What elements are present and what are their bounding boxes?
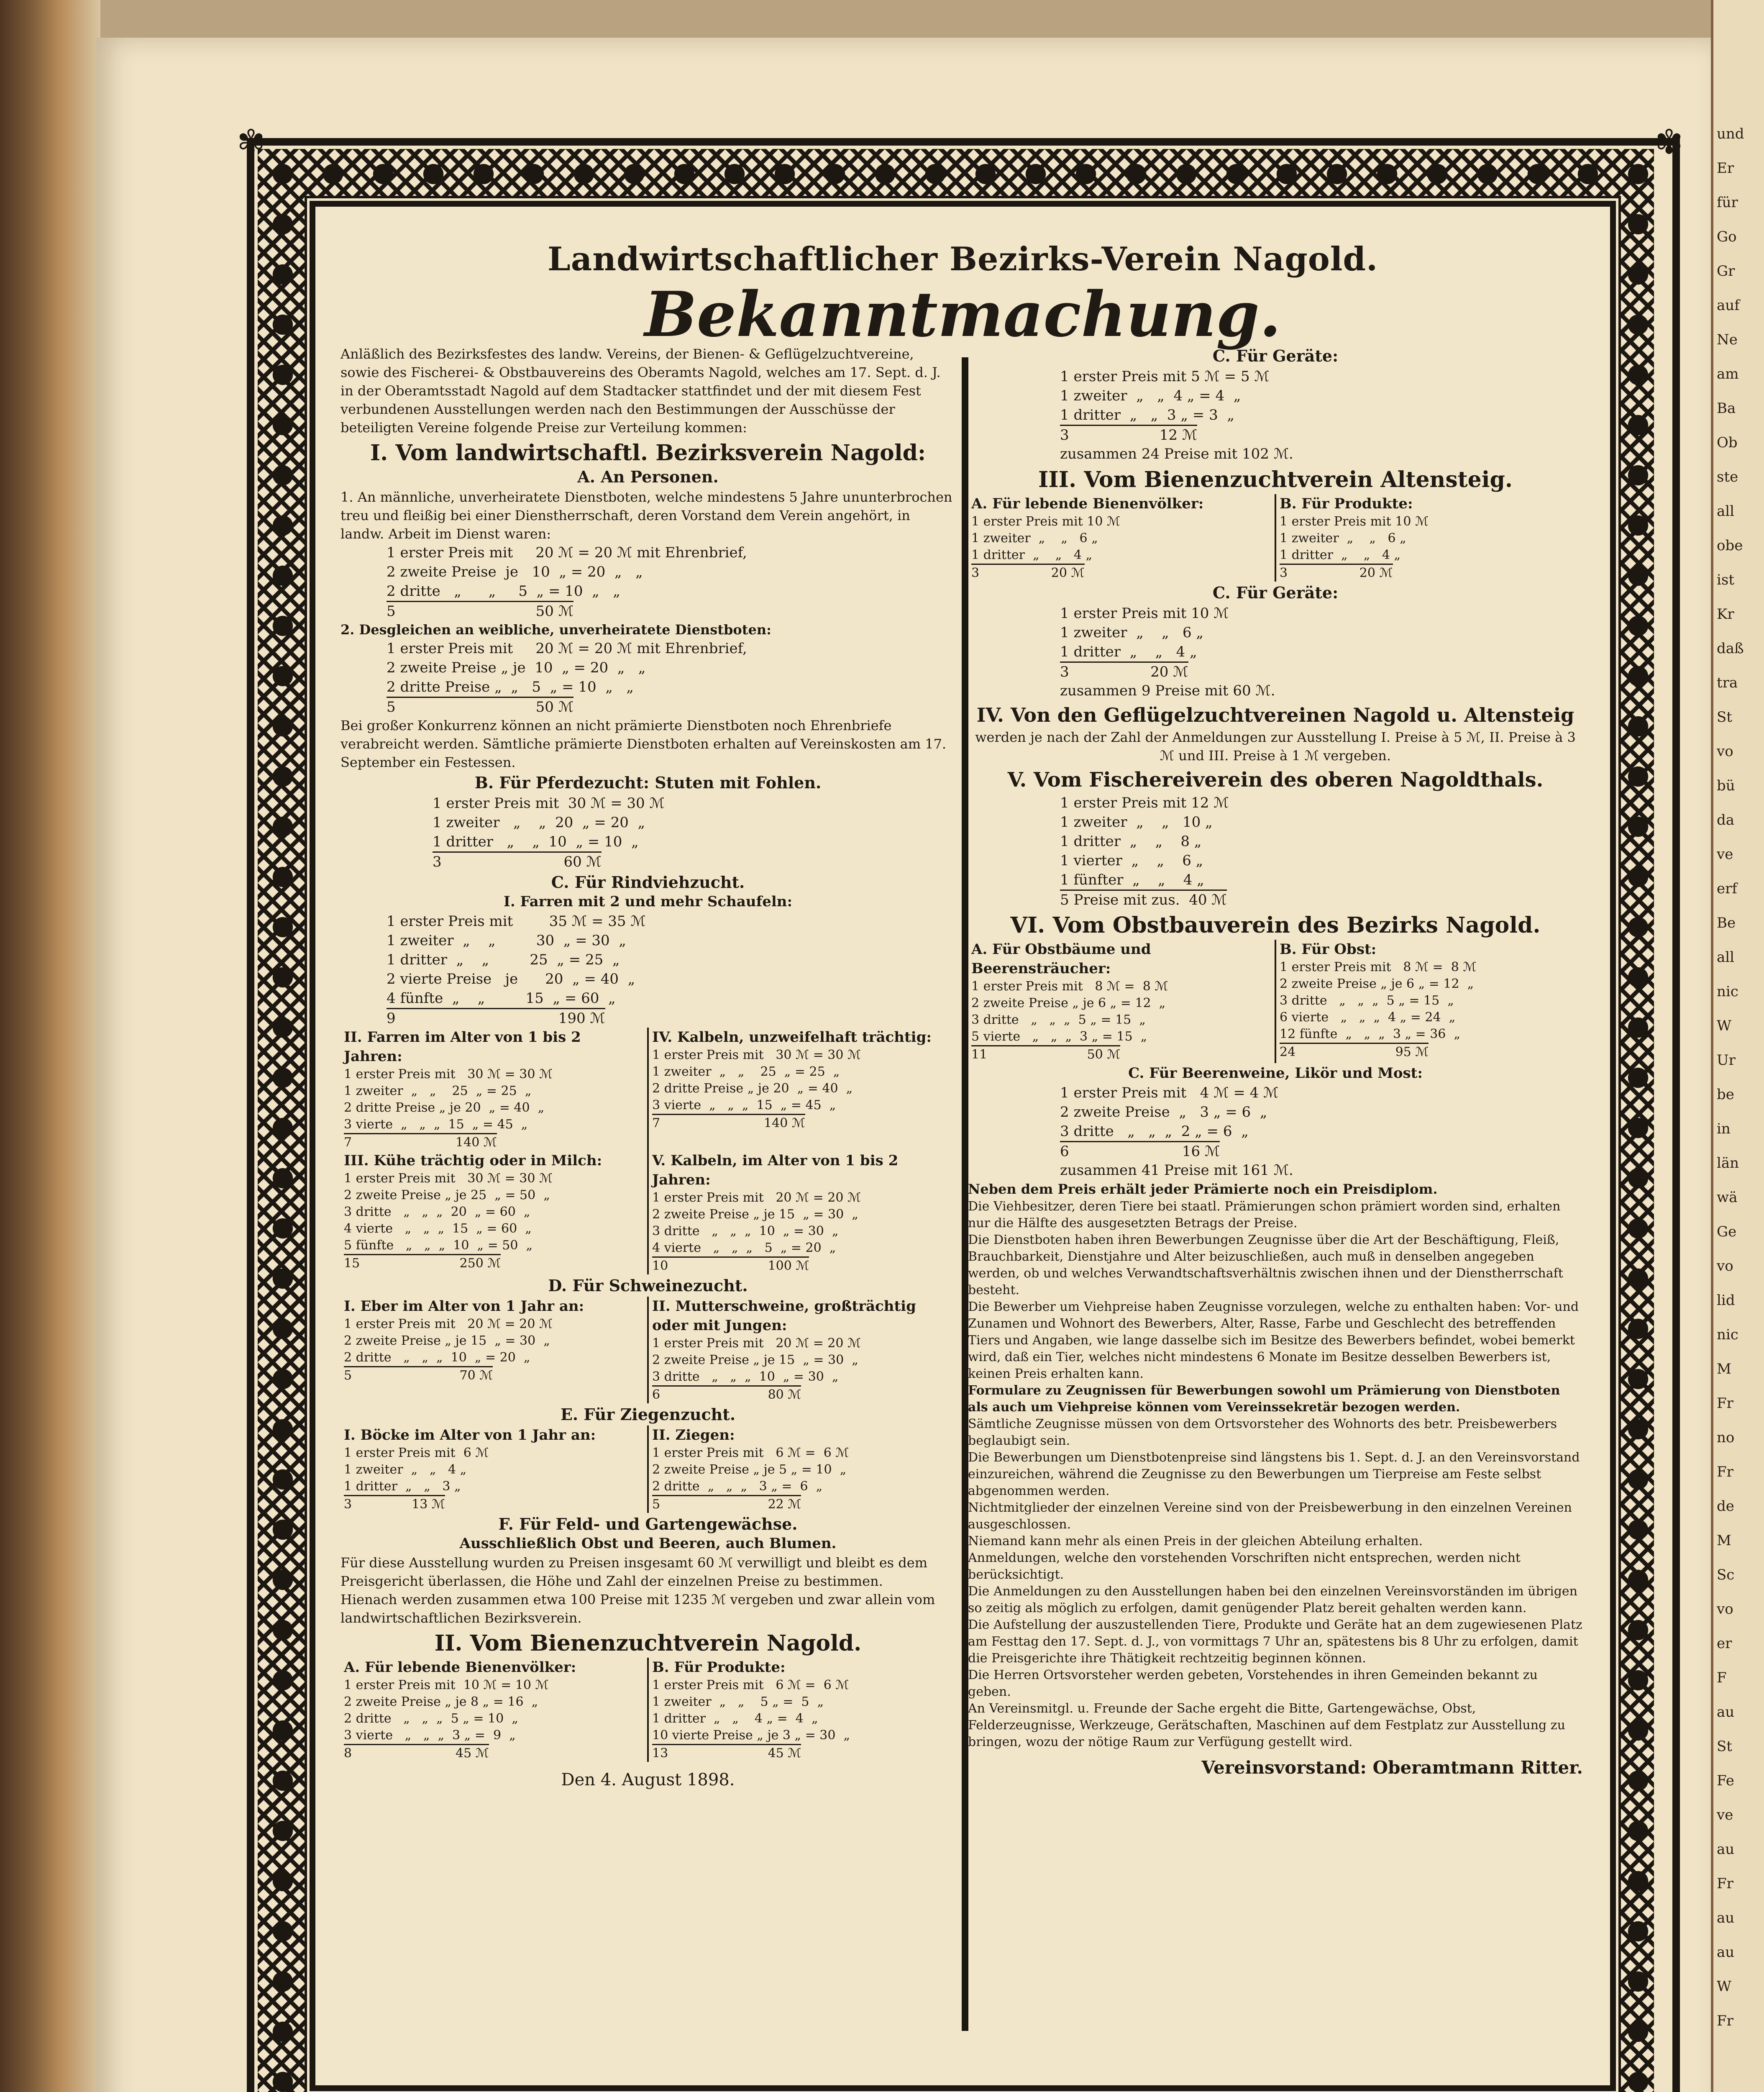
price-row: 1 dritter „ „ 8 „ — [1060, 833, 1202, 850]
subsection-title: V. Kalbeln, im Alter von 1 bis 2 Jahren: — [652, 1152, 899, 1188]
adjacent-page-fragment: F — [1717, 1669, 1727, 1686]
price-sum: 24 95 ℳ — [1280, 1043, 1429, 1061]
price-row: 2 dritte Preise „ je 20 „ = 40 „ — [652, 1081, 853, 1096]
price-row: 1 zweiter „ „ 6 „ — [971, 531, 1098, 546]
price-row: 1 zweiter „ „ 6 „ — [1280, 531, 1406, 546]
price-table — [341, 912, 955, 1028]
subcolumn — [647, 1297, 955, 1403]
section-1c1-title: I. Farren mit 2 und mehr Schaufeln: — [503, 893, 793, 910]
price-row: 1 vierter „ „ 6 „ — [1060, 852, 1203, 869]
two-column-table — [341, 1425, 955, 1513]
section-1c-title: C. Für Rindviehzucht. — [551, 873, 745, 892]
price-sum: 13 45 ℳ — [652, 1744, 801, 1762]
note-paragraph: Die Dienstboten haben ihren Bewerbungen Zeugnisse über die Art der Beschäftigung, Fleiß, Brauchbarkeit, Dienstjahre und Alter beizuschließen, auch muß in denselben angegeben werden, ob und welches Verwandtschaftsverhältnis zwischen ihnen und der Dienstherrschaft besteht. — [968, 1233, 1563, 1297]
adjacent-page-fragment: be — [1717, 1086, 1734, 1103]
price-row: 3 dritte „ „ „ 5 „ = 15 „ — [1280, 993, 1454, 1008]
adjacent-page-fragment: vo — [1717, 743, 1733, 760]
adjacent-page-fragment: ste — [1717, 469, 1738, 485]
announcement-frame — [310, 201, 1616, 2091]
note-paragraph: Nichtmitglieder der einzelnen Vereine sind von der Preisbewerbung in den einzelnen Vereinen ausgeschlossen. — [968, 1500, 1572, 1532]
subcolumn — [341, 1151, 647, 1274]
section-total: zusammen 41 Preise mit 161 ℳ. — [1060, 1162, 1293, 1179]
price-row: 1 erster Preis mit 6 ℳ = 6 ℳ — [652, 1446, 849, 1460]
subcolumn — [341, 1297, 647, 1403]
price-row: 1 erster Preis mit 20 ℳ = 20 ℳ mit Ehrenbrief, — [387, 544, 747, 561]
adjacent-page-fragment: für — [1717, 194, 1738, 211]
section-4-title: IV. Von den Geflügelzuchtvereinen Nagold u. Altensteig — [976, 704, 1575, 726]
price-row: 1 erster Preis mit 8 ℳ = 8 ℳ — [971, 979, 1168, 994]
adjacent-page-fragment: St — [1717, 709, 1732, 726]
price-row: 1 zweiter „ „ 4 „ — [344, 1462, 467, 1477]
section-1-total: Hienach werden zusammen etwa 100 Preise mit 1235 ℳ vergeben und zwar allein vom landwirtschaftlichen Bezirksverein. — [341, 1592, 935, 1626]
left-column — [341, 345, 955, 1789]
signature: Vereinsvorstand: Oberamtmann Ritter. — [1201, 1757, 1583, 1778]
adjacent-page-fragment: de — [1717, 1498, 1734, 1515]
section-6-title: VI. Vom Obstbauverein des Bezirks Nagold. — [1010, 913, 1541, 938]
price-row: 2 zweite Preise „ je 10 „ = 20 „ „ — [387, 659, 646, 676]
right-column — [968, 345, 1583, 1778]
adjacent-page-edge — [1711, 0, 1764, 2092]
price-row: 4 vierte „ „ „ 5 „ = 20 „ — [652, 1241, 836, 1255]
price-row: 1 zweiter „ „ 4 „ = 4 „ — [1060, 387, 1241, 404]
note-paragraph: Die Anmeldungen zu den Ausstellungen haben bei den einzelnen Vereinsvorständen im übrigen so zeitig als möglich zu erfolgen, damit genügender Platz bereit gehalten werden kann. — [968, 1584, 1577, 1615]
subcolumn — [968, 940, 1275, 1063]
section-1d-title: D. Für Schweinezucht. — [548, 1276, 748, 1295]
subsection-title: A. Für Obstbäume und Beerensträucher: — [971, 941, 1151, 977]
price-sum: 5 22 ℳ — [652, 1495, 801, 1513]
subcolumn — [647, 1658, 955, 1762]
adjacent-page-fragment: daß — [1717, 640, 1744, 657]
price-row: 1 fünfter „ „ 4 „ — [1060, 872, 1204, 888]
subsection-title: B. Für Produkte: — [652, 1659, 786, 1676]
adjacent-page-fragment: vo — [1717, 1601, 1733, 1618]
section-5-title: V. Vom Fischereiverein des oberen Nagoldthals. — [1007, 768, 1544, 792]
announcement-heading: Bekanntmachung. — [644, 278, 1281, 351]
corner-ornament-icon: ✾ — [237, 123, 265, 162]
adjacent-page-fragment: Ba — [1717, 400, 1736, 417]
adjacent-page-fragment: au — [1717, 1841, 1735, 1858]
price-table — [968, 1083, 1583, 1180]
adjacent-page-fragment: nic — [1717, 983, 1738, 1000]
price-sum: 6 80 ℳ — [652, 1385, 801, 1403]
price-row: 1 erster Preis mit 12 ℳ — [1060, 795, 1229, 811]
price-sum: 3 20 ℳ — [1060, 661, 1188, 681]
price-sum: 5 50 ℳ — [387, 697, 573, 716]
adjacent-page-fragment: Be — [1717, 915, 1736, 931]
subcolumn — [341, 1658, 647, 1762]
price-row: 1 dritter „ „ 3 „ — [344, 1479, 461, 1494]
price-sum: 6 16 ℳ — [1060, 1141, 1220, 1161]
price-table — [968, 367, 1583, 464]
announcement-date: Den 4. August 1898. — [561, 1770, 735, 1789]
subsection-title: IV. Kalbeln, unzweifelhaft trächtig: — [652, 1029, 932, 1046]
subcolumn — [647, 1425, 955, 1513]
column-divider — [962, 357, 968, 2031]
price-row: 2 zweite Preise „ je 15 „ = 30 „ — [344, 1333, 550, 1348]
price-row: 1 erster Preis mit 20 ℳ = 20 ℳ — [652, 1190, 861, 1205]
adjacent-page-fragment: Er — [1717, 160, 1734, 177]
section-2-title: II. Vom Bienenzuchtverein Nagold. — [434, 1631, 862, 1656]
adjacent-page-fragment: Ob — [1717, 434, 1738, 451]
price-sum: 8 45 ℳ — [344, 1744, 489, 1762]
section-1f-subtitle: Ausschließlich Obst und Beeren, auch Blumen. — [459, 1535, 837, 1552]
price-row: 2 zweite Preise „ je 6 „ = 12 „ — [971, 996, 1166, 1010]
section-2c-title: C. Für Geräte: — [1212, 346, 1339, 365]
adjacent-page-fragment: da — [1717, 812, 1735, 828]
price-row: 1 dritter „ „ 10 „ = 10 „ — [433, 833, 639, 850]
note-paragraph: Sämtliche Zeugnisse müssen von dem Ortsvorsteher des Wohnorts des betr. Preisbewerbers beglaubigt sein. — [968, 1417, 1557, 1448]
adjacent-page-fragment: ve — [1717, 846, 1733, 863]
price-row: 6 vierte „ „ „ 4 „ = 24 „ — [1280, 1010, 1456, 1025]
note-paragraph: Formulare zu Zeugnissen für Bewerbungen sowohl um Prämierung von Dienstboten als auch um Viehpreise können vom Vereinssekretär bezogen werden. — [968, 1383, 1560, 1415]
price-row: 2 zweite Preise „ je 25 „ = 50 „ — [344, 1188, 550, 1202]
price-row: 1 erster Preis mit 10 ℳ — [1060, 605, 1229, 622]
subsection-title: II. Mutterschweine, großträchtig oder mit Jungen: — [652, 1298, 916, 1334]
price-row: 2 dritte „ „ 5 „ = 10 „ „ — [387, 583, 620, 600]
section-1f-text: Für diese Ausstellung wurden zu Preisen insgesamt 60 ℳ verwilligt und bleibt es dem Preisgericht überlassen, die Höhe und Zahl der einzelnen Preise zu bestimmen. — [341, 1555, 928, 1589]
adjacent-page-fragment: M — [1717, 1532, 1731, 1549]
price-sum: 9 190 ℳ — [387, 1008, 605, 1028]
price-table — [341, 543, 955, 620]
price-row: 10 vierte Preise „ je 3 „ = 30 „ — [652, 1728, 850, 1743]
price-row: 3 dritte „ „ „ 20 „ = 60 „ — [344, 1205, 530, 1219]
price-row: 3 dritte „ „ „ 10 „ = 30 „ — [652, 1369, 839, 1384]
price-row: 1 zweiter „ „ 30 „ = 30 „ — [387, 932, 626, 949]
adjacent-page-fragment: St — [1717, 1738, 1732, 1755]
adjacent-page-fragment: Fe — [1717, 1772, 1734, 1789]
two-column-table — [341, 1297, 955, 1403]
price-row: 1 erster Preis mit 30 ℳ = 30 ℳ — [652, 1048, 861, 1062]
section-3-title: III. Vom Bienenzuchtverein Altensteig. — [1038, 467, 1513, 492]
adjacent-page-fragment: in — [1717, 1120, 1731, 1137]
section-1a-note: Bei großer Konkurrenz können an nicht prämierte Dienstboten noch Ehrenbriefe verabreicht werden. Sämtliche prämierte Dienstboten erhalten auf Vereinskosten am 17. September ein Festessen. — [341, 718, 947, 770]
adjacent-page-fragment: ve — [1717, 1807, 1733, 1823]
price-row: 2 zweite Preise „ je 8 „ = 16 „ — [344, 1695, 538, 1709]
adjacent-page-fragment: obe — [1717, 537, 1743, 554]
adjacent-page-fragment: Fr — [1717, 1464, 1733, 1480]
price-row: 1 zweiter „ „ 5 „ = 5 „ — [652, 1695, 824, 1709]
price-row: 3 dritte „ „ „ 10 „ = 30 „ — [652, 1224, 839, 1238]
price-row: 3 vierte „ „ „ 15 „ = 45 „ — [652, 1098, 836, 1113]
subcolumn — [647, 1028, 955, 1151]
price-row: 1 erster Preis mit 5 ℳ = 5 ℳ — [1060, 368, 1270, 385]
section-1a2-text: 2. Desgleichen an weibliche, unverheiratete Dienstboten: — [341, 622, 771, 638]
price-row: 4 vierte „ „ „ 15 „ = 60 „ — [344, 1221, 532, 1236]
price-row: 1 dritter „ „ 4 „ = 4 „ — [652, 1711, 818, 1726]
subsection-title: II. Farren im Alter von 1 bis 2 Jahren: — [344, 1029, 581, 1065]
corner-ornament-icon: ✾ — [1655, 123, 1683, 162]
note-paragraph: Die Bewerbungen um Dienstbotenpreise sind längstens bis 1. Sept. d. J. an den Vereinsvorstand einzureichen, während die Zeugnisse zu den Bewerbungen um Tierpreise am Feste selbst abgenommen werden. — [968, 1450, 1580, 1498]
note-paragraph: Neben dem Preis erhält jeder Prämierte noch ein Preisdiplom. — [968, 1181, 1438, 1197]
price-row: 2 dritte „ „ „ 10 „ = 20 „ — [344, 1350, 530, 1365]
book-spine-edge — [0, 0, 100, 2092]
adjacent-page-fragment: Fr — [1717, 2013, 1733, 2029]
adjacent-page-fragment: Ur — [1717, 1052, 1736, 1069]
note-paragraph: Die Herren Ortsvorsteher werden gebeten, Vorstehendes in ihren Gemeinden bekannt zu geben. — [968, 1668, 1538, 1699]
price-row: 1 erster Preis mit 30 ℳ = 30 ℳ — [344, 1171, 553, 1186]
association-title: Landwirtschaftlicher Bezirks-Verein Nagold. — [547, 240, 1378, 278]
note-paragraph: Niemand kann mehr als einen Preis in der gleichen Abteilung erhalten. — [968, 1534, 1423, 1548]
price-row: 1 erster Preis mit 20 ℳ = 20 ℳ — [652, 1336, 861, 1351]
price-row: 1 dritter „ „ 4 „ — [1060, 643, 1197, 660]
subcolumn — [341, 1425, 647, 1513]
price-sum: 7 140 ℳ — [344, 1133, 497, 1151]
price-row: 1 erster Preis mit 20 ℳ = 20 ℳ — [344, 1317, 553, 1331]
subcolumn — [1275, 494, 1583, 582]
price-row: 2 zweite Preise „ je 15 „ = 30 „ — [652, 1207, 858, 1222]
price-row: 2 dritte Preise „ je 20 „ = 40 „ — [344, 1100, 545, 1115]
price-row: 3 dritte „ „ „ 5 „ = 15 „ — [971, 1013, 1146, 1027]
adjacent-page-fragment: am — [1717, 366, 1739, 382]
subcolumn — [341, 1028, 647, 1151]
note-paragraph: Die Bewerber um Viehpreise haben Zeugnisse vorzulegen, welche zu enthalten haben: Vor- und Zunamen und Wohnort des Bewerbers, Alter, Rasse, Farbe und Geschlecht des betreffenden Tiers und Angaben, wie lange dasselbe sich im Besitze des Bewerbers befindet, wobei bemerkt wird, daß ein Tier, welches nicht mindestens 6 Monate im Besitze desselben Bewerbers ist, keinen Preis erhalten kann. — [968, 1300, 1579, 1381]
subsection-title: II. Ziegen: — [652, 1427, 735, 1443]
adjacent-page-fragment: er — [1717, 1635, 1732, 1652]
price-row: 1 dritter „ „ 3 „ = 3 „ — [1060, 407, 1234, 423]
price-sum: 5 50 ℳ — [387, 601, 573, 620]
note-paragraph: Anmeldungen, welche den vorstehenden Vorschriften nicht entsprechen, werden nicht berücksichtigt. — [968, 1551, 1521, 1582]
adjacent-page-fragment: M — [1717, 1361, 1731, 1377]
adjacent-page-fragment: all — [1717, 949, 1735, 966]
adjacent-page-fragment: W — [1717, 1978, 1731, 1995]
section-1e-title: E. Für Ziegenzucht. — [560, 1405, 736, 1424]
section-6c-title: C. Für Beerenweine, Likör und Most: — [1128, 1065, 1423, 1082]
adjacent-page-fragment: auf — [1717, 297, 1740, 314]
price-row: 1 erster Preis mit 30 ℳ = 30 ℳ — [433, 795, 665, 812]
adjacent-page-fragment: Gr — [1717, 263, 1735, 279]
adjacent-page-fragment: all — [1717, 503, 1735, 520]
price-row: 2 zweite Preise „ 3 „ = 6 „ — [1060, 1104, 1267, 1120]
price-table — [968, 604, 1583, 700]
price-sum: 5 Preise mit zus. 40 ℳ — [1060, 890, 1227, 909]
subsection-title: I. Böcke im Alter von 1 Jahr an: — [344, 1427, 596, 1443]
price-row: 1 zweiter „ „ 25 „ = 25 „ — [652, 1064, 840, 1079]
price-row: 1 erster Preis mit 6 ℳ = 6 ℳ — [652, 1678, 849, 1692]
adjacent-page-fragment: Fr — [1717, 1875, 1733, 1892]
price-sum: 3 12 ℳ — [1060, 425, 1197, 444]
adjacent-page-fragment: au — [1717, 1944, 1735, 1961]
section-1a-title: A. An Personen. — [577, 467, 719, 486]
section-4-text: werden je nach der Zahl der Anmeldungen zur Ausstellung I. Preise à 5 ℳ, II. Preise à 3 ℳ und III. Preise à 1 ℳ vergeben. — [975, 729, 1576, 764]
price-row: 5 vierte „ „ „ 3 „ = 15 „ — [971, 1029, 1147, 1044]
adjacent-page-fragment: au — [1717, 1910, 1735, 1926]
adjacent-page-fragment: Sc — [1717, 1566, 1735, 1583]
price-row: 12 fünfte „ „ „ 3 „ = 36 „ — [1280, 1027, 1460, 1041]
price-row: 4 fünfte „ „ 15 „ = 60 „ — [387, 990, 616, 1007]
section-1f-title: F. Für Feld- und Gartengewächse. — [498, 1515, 798, 1533]
adjacent-page-fragment: Ge — [1717, 1223, 1737, 1240]
adjacent-page-fragment: nic — [1717, 1326, 1738, 1343]
price-row: 1 dritter „ „ 25 „ = 25 „ — [387, 951, 620, 968]
adjacent-page-fragment: Fr — [1717, 1395, 1733, 1412]
price-sum: 3 60 ℳ — [433, 851, 602, 871]
subcolumn — [968, 494, 1275, 582]
subsection-title: B. Für Obst: — [1280, 941, 1377, 958]
adjacent-page-fragment: tra — [1717, 674, 1738, 691]
subsection-title: A. Für lebende Bienenvölker: — [971, 495, 1204, 512]
adjacent-page-fragment: Kr — [1717, 606, 1734, 623]
price-row: 1 erster Preis mit 10 ℳ — [971, 514, 1121, 529]
adjacent-page-fragment: erf — [1717, 880, 1737, 897]
price-row: 2 dritte „ „ „ 3 „ = 6 „ — [652, 1479, 823, 1494]
adjacent-page-fragment: lid — [1717, 1292, 1735, 1309]
price-sum: 15 250 ℳ — [344, 1254, 501, 1272]
price-row: 2 dritte „ „ „ 5 „ = 10 „ — [344, 1711, 518, 1726]
price-row: 3 dritte „ „ „ 2 „ = 6 „ — [1060, 1123, 1249, 1140]
price-row: 2 zweite Preise „ je 6 „ = 12 „ — [1280, 977, 1474, 991]
subcolumn — [1275, 940, 1583, 1063]
adjacent-page-fragment: Ne — [1717, 331, 1738, 348]
price-row: 1 erster Preis mit 10 ℳ = 10 ℳ — [344, 1678, 549, 1692]
price-row: 2 vierte Preise je 20 „ = 40 „ — [387, 971, 635, 987]
two-column-table — [968, 494, 1583, 582]
price-row: 1 erster Preis mit 20 ℳ = 20 ℳ mit Ehrenbrief, — [387, 640, 747, 657]
two-column-table — [341, 1151, 955, 1274]
section-1b-title: B. Für Pferdezucht: Stuten mit Fohlen. — [474, 773, 822, 792]
subcolumn — [647, 1151, 955, 1274]
price-sum: 11 50 ℳ — [971, 1045, 1120, 1063]
section-3c-title: C. Für Geräte: — [1212, 583, 1339, 602]
subsection-title: B. Für Produkte: — [1280, 495, 1413, 512]
adjacent-page-fragment: vo — [1717, 1258, 1733, 1274]
adjacent-page-fragment: W — [1717, 1018, 1731, 1034]
price-sum: 3 20 ℳ — [1280, 564, 1393, 582]
adjacent-page-fragment: au — [1717, 1704, 1735, 1720]
adjacent-page-fragment: wä — [1717, 1189, 1738, 1206]
adjacent-page-fragment: no — [1717, 1429, 1735, 1446]
subsection-title: III. Kühe trächtig oder in Milch: — [344, 1152, 602, 1169]
two-column-table — [341, 1028, 955, 1151]
price-row: 3 vierte „ „ „ 3 „ = 9 „ — [344, 1728, 516, 1743]
price-row: 1 zweiter „ „ 6 „ — [1060, 624, 1204, 641]
note-paragraph: Die Aufstellung der auszustellenden Tiere, Produkte und Geräte hat an dem zugewiesenen Platz am Festtag den 17. Sept. d. J., von vormittags 7 Uhr an, spätestens bis 8 Uhr zu erfolgen, damit die Preisgerichte ihre Thätigkeit rechtzeitig beginnen können. — [968, 1618, 1582, 1666]
price-table — [341, 794, 955, 871]
price-table — [341, 639, 955, 716]
intro-paragraph: Anläßlich des Bezirksfestes des landw. Vereins, der Bienen- & Geflügelzuchtvereine, sowie des Fischerei- & Obstbauvereins des Oberamts Nagold, welches am 17. Sept. d. J. in der Oberamtsstadt Nagold auf dem Stadtacker stattfindet und der mit diesem Fest verbundenen Ausstellungen werden nach den Bestimmungen der Ausschüsse der beteiligten Vereine folgende Preise zur Verteilung kommen: — [341, 346, 941, 436]
two-column-table — [968, 940, 1583, 1063]
section-1a1-text: 1. An männliche, unverheiratete Dienstboten, welche mindestens 5 Jahre ununterbrochen treu und fleißig bei einer Dienstherrschaft, deren Vorstand dem Verein angehört, in landw. Arbeit im Dienst waren: — [341, 489, 952, 542]
price-row: 1 erster Preis mit 8 ℳ = 8 ℳ — [1280, 960, 1477, 974]
adjacent-page-fragment: Go — [1717, 228, 1737, 245]
price-row: 5 fünfte „ „ „ 10 „ = 50 „ — [344, 1238, 533, 1253]
note-paragraph: Die Viehbesitzer, deren Tiere bei staatl. Prämierungen schon prämiert worden sind, erhalten nur die Hälfte des ausgesetzten Betrags der Preise. — [968, 1199, 1561, 1231]
price-row: 1 erster Preis mit 35 ℳ = 35 ℳ — [387, 913, 646, 930]
subsection-title: I. Eber im Alter von 1 Jahr an: — [344, 1298, 584, 1315]
price-row: 2 zweite Preise je 10 „ = 20 „ „ — [387, 564, 643, 580]
price-row: 1 zweiter „ „ 25 „ = 25 „ — [344, 1084, 532, 1098]
price-sum: 10 100 ℳ — [652, 1256, 809, 1274]
price-table — [968, 793, 1583, 909]
price-sum: 3 20 ℳ — [971, 564, 1085, 582]
adjacent-page-fragment: län — [1717, 1155, 1739, 1172]
section-total: zusammen 9 Preise mit 60 ℳ. — [1060, 682, 1275, 699]
price-sum: 3 13 ℳ — [344, 1495, 445, 1513]
price-sum: 5 70 ℳ — [344, 1366, 493, 1384]
price-row: 1 erster Preis mit 10 ℳ — [1280, 514, 1429, 529]
adjacent-page-fragment: bü — [1717, 777, 1735, 794]
price-sum: 7 140 ℳ — [652, 1114, 805, 1132]
price-row: 1 dritter „ „ 4 „ — [1280, 548, 1401, 562]
price-row: 1 erster Preis mit 4 ℳ = 4 ℳ — [1060, 1084, 1279, 1101]
price-row: 3 vierte „ „ „ 15 „ = 45 „ — [344, 1117, 528, 1132]
adjacent-page-fragment: ist — [1717, 572, 1734, 588]
price-row: 1 erster Preis mit 30 ℳ = 30 ℳ — [344, 1067, 553, 1082]
section-total: zusammen 24 Preise mit 102 ℳ. — [1060, 446, 1293, 462]
price-row: 2 zweite Preise „ je 15 „ = 30 „ — [652, 1353, 858, 1367]
price-row: 2 dritte Preise „ „ 5 „ = 10 „ „ — [387, 679, 634, 695]
subsection-title: A. Für lebende Bienenvölker: — [344, 1659, 576, 1676]
price-row: 1 erster Preis mit 6 ℳ — [344, 1446, 489, 1460]
adjacent-page-fragment: und — [1717, 126, 1744, 142]
price-row: 1 zweiter „ „ 20 „ = 20 „ — [433, 814, 645, 831]
note-paragraph: An Vereinsmitgl. u. Freunde der Sache ergeht die Bitte, Gartengewächse, Obst, Felderzeugnisse, Werkzeuge, Gerätschaften, Maschinen auf dem Festplatz zur Ausstellung zu bringen, wozu der nötige Raum zur Verfügung gestellt wird. — [968, 1701, 1565, 1749]
section-1-title: I. Vom landwirtschaftl. Bezirksverein Nagold: — [370, 440, 926, 466]
price-row: 1 dritter „ „ 4 „ — [971, 548, 1093, 562]
price-row: 1 zweiter „ „ 10 „ — [1060, 814, 1213, 831]
two-column-table — [341, 1658, 955, 1762]
price-row: 2 zweite Preise „ je 5 „ = 10 „ — [652, 1462, 847, 1477]
